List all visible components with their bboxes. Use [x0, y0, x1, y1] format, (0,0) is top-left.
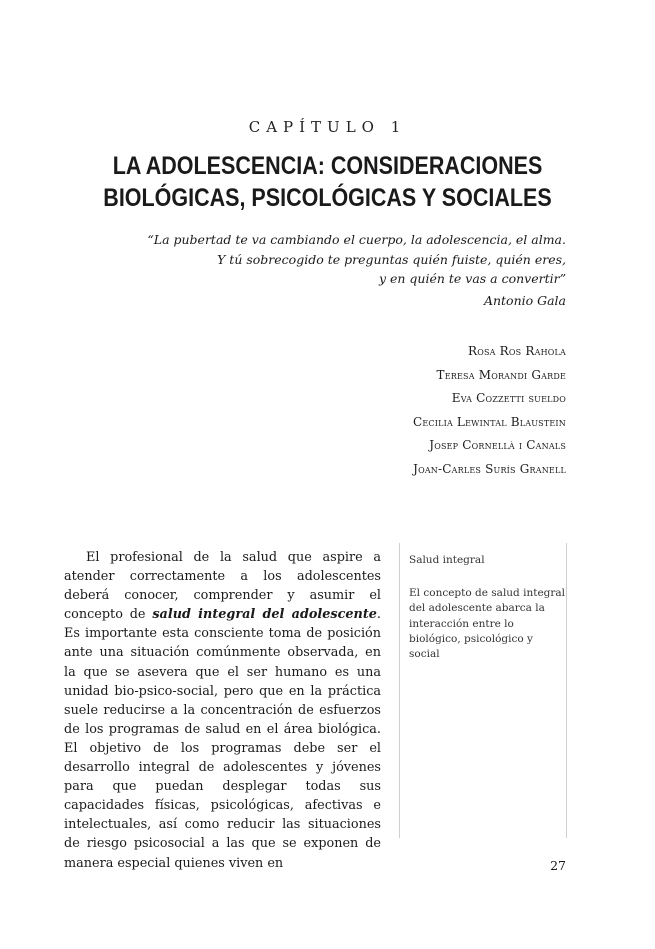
author-name: Joan-Carles Surís Granell: [413, 461, 566, 476]
chapter-title: [80, 150, 575, 214]
epigraph-line-3: y en quién te vas a convertir”: [378, 271, 566, 286]
margin-note: [399, 543, 567, 838]
author-list: [266, 340, 566, 481]
body-text-part-1: El profesional de la salud que aspire a atender correctamente a los adolescentes deberá conocer, comprender y asumir el concepto de: [64, 550, 381, 623]
author-name: Cecilia Lewintal Blaustein: [412, 414, 566, 429]
chapter-title-line-1: LA ADOLESCENCIA: CONSIDERACIONES: [112, 152, 543, 180]
epigraph: [86, 230, 566, 310]
body-text-part-2: . Es importante esta consciente toma de posición ante una situación comúnmente observada, en la que se asevera que el ser humano es una unidad bio-psico-social, pero que en la práctica suele reducirse a la concentración de esfuerzos de los programas de salud en el área biológica. El objetivo de los programas debe ser el desarrollo integral de adolescentes y jóvenes para que puedan desplegar todas sus capacidades físicas, psicológicas, afectivas e intelectuales, así como reducir las situaciones de riesgo psicosocial a las que se exponen de manera especial quienes viven en: [64, 607, 381, 871]
author-name: Josep Cornellà i Canals: [429, 438, 566, 452]
epigraph-author: Antonio Gala: [483, 292, 566, 308]
chapter-title-line-2: BIOLÓGICAS, PSICOLÓGICAS Y SOCIALES: [103, 184, 552, 212]
body-paragraph: [64, 548, 381, 873]
body-text: [64, 548, 381, 873]
author-name: Rosa Ros Rahola: [468, 344, 566, 358]
author-name: Teresa Morandi Garde: [436, 367, 566, 382]
epigraph-line-2: Y tú sobrecogido te preguntas quién fuiste, quién eres,: [217, 251, 566, 267]
page-number: 27: [550, 858, 566, 873]
author-name: Eva Cozzetti sueldo: [451, 391, 566, 405]
margin-note-title: Salud integral: [409, 554, 485, 566]
epigraph-line-1: “La pubertad te va cambiando el cuerpo, la adolescencia, el alma.: [147, 232, 566, 247]
margin-note-text: El concepto de salud integral del adolescente abarca la interacción entre lo biológico, psicológico y social: [409, 587, 566, 661]
chapter-label: CAPÍTULO 1: [248, 118, 407, 136]
body-emphasis: salud integral del adolescente: [152, 607, 377, 623]
